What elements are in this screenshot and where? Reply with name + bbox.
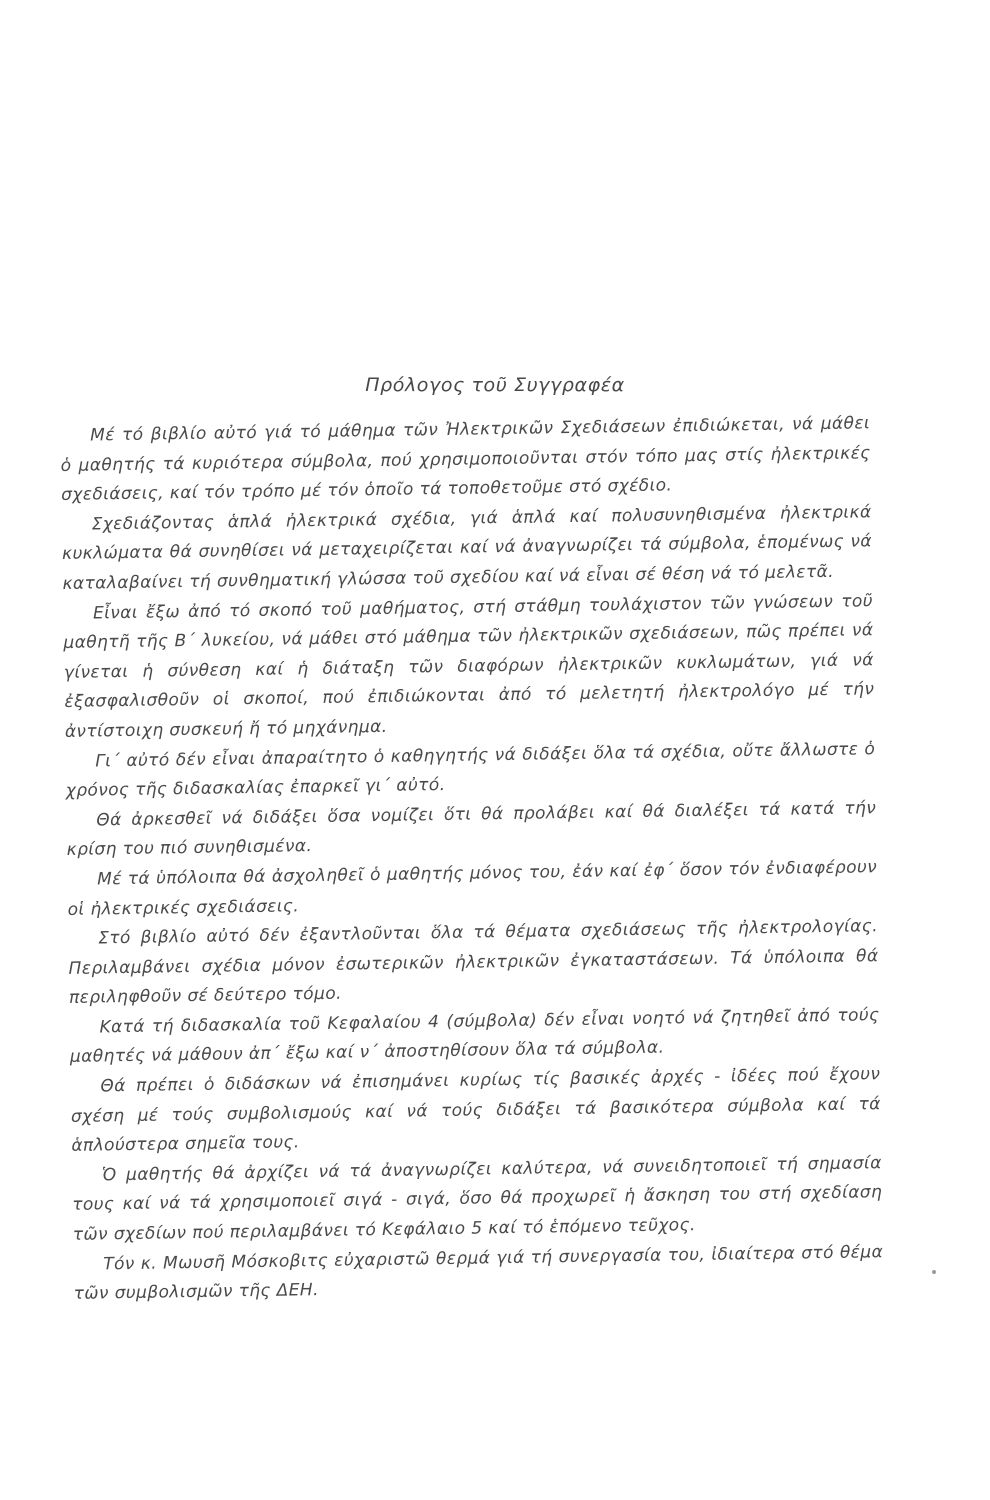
paragraph-10: Ὁ μαθητής θά ἀρχίζει νά τά ἀναγνωρίζει καλύτερα, νά συνειδητοποιεῖ τή σημασία τους καί νά τά χρησιμοποιεῖ σιγά - σιγά, ὅσο θά προχωρεῖ ἡ ἄσκηση του στή σχεδίαση τῶν σχεδίων πού περιλαμβάνει τό Κεφάλαιο 5 καί τό ἑπόμενο τεῦχος.: [72, 1153, 883, 1245]
paragraph-11: Τόν κ. Μωυσῆ Μόσκοβιτς εὐχαριστῶ θερμά γιά τή συνεργασία του, ἰδιαίτερα στό θέμα τῶν συμβολισμῶν τῆς ΔΕΗ.: [73, 1241, 884, 1305]
paragraph-4: Γι΄ αὐτό δέν εἶναι ἀπαραίτητο ὁ καθηγητής νά διδάξει ὅλα τά σχέδια, οὔτε ἄλλωστε ὁ χρόνος τῆς διδασκαλίας ἐπαρκεῖ γι΄ αὐτό.: [65, 738, 876, 802]
paragraph-6: Μέ τά ὑπόλοιπα θά ἀσχοληθεῖ ὁ μαθητής μόνος του, ἐάν καί ἐφ΄ ὅσον τόν ἐνδιαφέρουν οἱ ἠλεκτρικές σχεδιάσεις.: [67, 857, 878, 920]
paragraph-7: Στό βιβλίο αὐτό δέν ἐξαντλοῦνται ὅλα τά θέματα σχεδιάσεως τῆς ἠλεκτρολογίας. Περιλαμβάνει σχέδια μόνον ἐσωτερικῶν ἠλεκτρικῶν ἐγκαταστάσεων. Τά ὑπόλοιπα θά περιληφθοῦν σέ δεύτερο τόμο.: [68, 916, 879, 1009]
paragraph-1: Μέ τό βιβλίο αὐτό γιά τό μάθημα τῶν Ἠλεκτρικῶν Σχεδιάσεων ἐπιδιώκεται, νά μάθει ὁ μαθητής τά κυριότερα σύμβολα, πού χρησιμοποιοῦνται στόν τόπο μας στίς ἠλεκτρικές σχεδιάσεις, καί τόν τρόπο μέ τόν ὁποῖο τά τοποθετοῦμε στό σχέδιο.: [60, 413, 871, 506]
body-text: [60, 409, 884, 1309]
paragraph-5: Θά ἀρκεσθεῖ νά διδάξει ὅσα νομίζει ὅτι θά προλάβει καί θά διαλέξει τά κατά τήν κρίση του πιό συνηθισμένα.: [66, 797, 877, 861]
page-title: Πρόλογος τοῦ Συγγραφέα: [365, 374, 625, 396]
scan-speck: [932, 1270, 936, 1274]
paragraph-2: Σχεδιάζοντας ἁπλά ἠλεκτρικά σχέδια, γιά ἁπλά καί πολυσυνηθισμένα ἠλεκτρικά κυκλώματα θά συνηθίσει νά μεταχειρίζεται καί νά ἀναγνωρίζει τά σύμβολα, ἑπομένως νά καταλαβαίνει τή συνθηματική γλώσσα τοῦ σχεδίου καί νά εἶναι σέ θέση νά τό μελετᾶ.: [61, 502, 873, 594]
paragraph-8: Κατά τή διδασκαλία τοῦ Κεφαλαίου 4 (σύμβολα) δέν εἶναι νοητό νά ζητηθεῖ ἀπό τούς μαθητές νά μάθουν ἀπ΄ ἔξω καί ν΄ ἀποστηθίσουν ὅλα τά σύμβολα.: [69, 1005, 880, 1068]
paragraph-9: Θά πρέπει ὁ διδάσκων νά ἐπισημάνει κυρίως τίς βασικές ἀρχές - ἰδέες πού ἔχουν σχέση μέ τούς συμβολισμούς καί νά τούς διδάξει τά βασικότερα σύμβολα καί τά ἁπλούστερα σημεῖα τους.: [70, 1064, 881, 1157]
paragraph-3: Εἶναι ἔξω ἀπό τό σκοπό τοῦ μαθήματος, στή στάθμη τουλάχιστον τῶν γνώσεων τοῦ μαθητῆ τῆς Β΄ λυκείου, νά μάθει στό μάθημα τῶν ἠλεκτρικῶν σχεδιάσεων, πῶς πρέπει νά γίνεται ἡ σύνθεση καί ἡ διάταξη τῶν διαφόρων ἠλεκτρικῶν κυκλωμάτων, γιά νά ἐξασφαλισθοῦν οἱ σκοποί, πού ἐπιδιώκονται ἀπό τό μελετητή ἠλεκτρολόγο μέ τήν ἀντίστοιχη συσκευή ἤ τό μηχάνημα.: [63, 590, 875, 742]
